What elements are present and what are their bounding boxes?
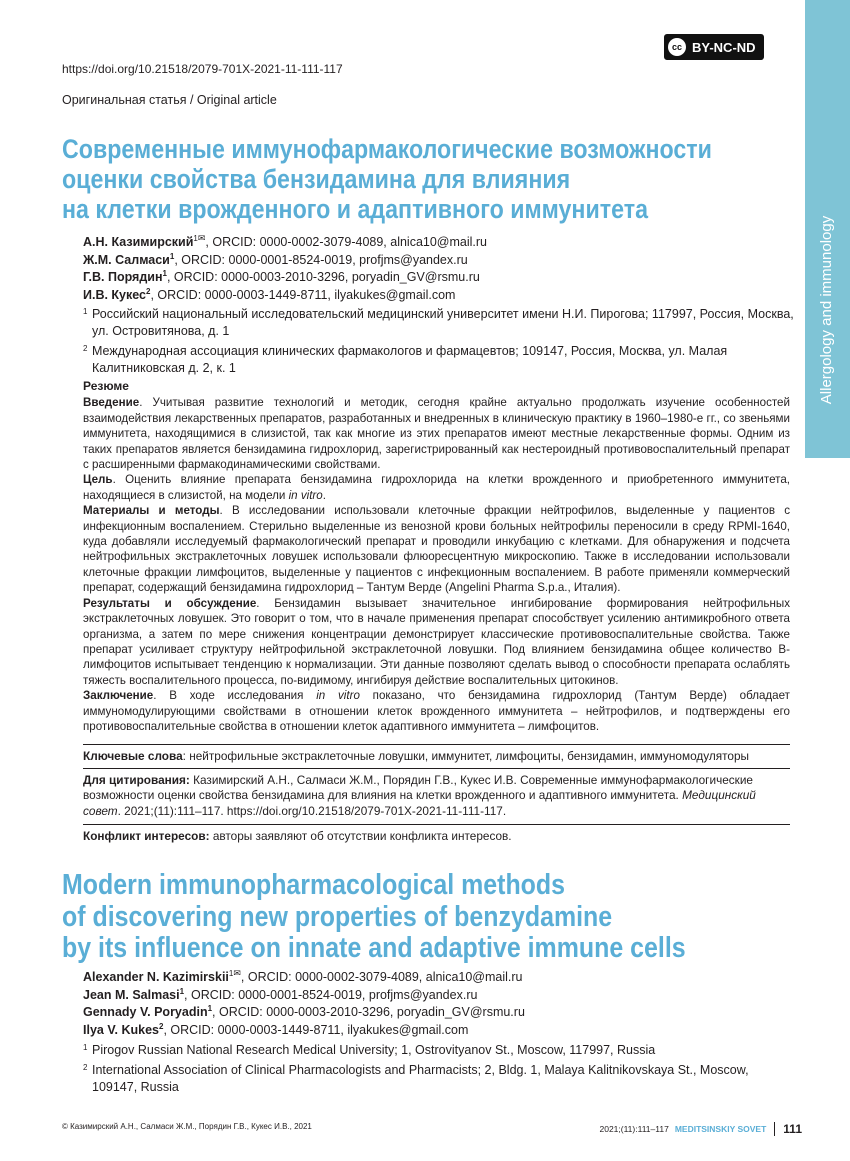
affiliations-ru	[83, 306, 794, 377]
authors-en	[83, 969, 788, 1039]
section-label: Введение	[83, 396, 140, 410]
affiliations-en	[83, 1042, 788, 1096]
author-affiliation-mark: 2	[158, 1021, 164, 1031]
affiliation-line: 109147, Russia	[92, 1080, 179, 1094]
abstract-methods	[83, 503, 790, 595]
author-row	[83, 287, 788, 305]
citation-journal: Медицинский совет	[83, 788, 756, 818]
author-name: Г.В. Порядин	[83, 270, 163, 284]
title-en	[62, 870, 698, 965]
citation-label: Для цитирования:	[83, 773, 190, 787]
page-footer	[599, 1122, 802, 1136]
author-affiliation-mark: 1	[169, 251, 175, 261]
abstract-heading: Резюме	[83, 379, 129, 393]
affiliation-line: ул. Островитянова, д. 1	[92, 324, 230, 338]
journal-name: MEDITSINSKIY SOVET	[674, 1124, 767, 1134]
title-en-line: Modern immunopharmacological methods	[62, 869, 566, 901]
title-en-line: by its influence on innate and adaptive immune cells	[62, 932, 686, 964]
title-ru-line: на клетки врожденного и адаптивного иммунитета	[62, 194, 649, 224]
copyright: © Казимирский А.Н., Салмаси Ж.М., Порядин Г.В., Кукес И.В., 2021	[62, 1122, 312, 1131]
author-row	[83, 987, 788, 1005]
abstract-conclusion	[83, 688, 790, 734]
author-details[interactable]: , ORCID: 0000-0002-3079-4089, alnica10@mail.ru	[240, 970, 523, 984]
divider	[83, 824, 790, 825]
affiliation-item: 1 Pirogov Russian National Research Medical University; 1, Ostrovityanov St., Moscow, 117997, Russia	[83, 1042, 788, 1059]
section-label: Allergology and immunology	[818, 215, 835, 405]
conflict-label: Конфликт интересов:	[83, 829, 210, 843]
author-name: Alexander N. Kazimirskii	[83, 970, 229, 984]
keywords-text: : нейтрофильные экстраклеточные ловушки, иммунитет, лимфоциты, бензидамин, иммуномодуляторы	[182, 749, 750, 763]
author-details[interactable]: , ORCID: 0000-0003-1449-8711, ilyakukes@gmail.com	[163, 1022, 469, 1037]
mail-icon[interactable]: ✉	[233, 967, 241, 978]
section-label: Цель	[83, 473, 113, 487]
author-name: Gennady V. Poryadin	[83, 1005, 208, 1019]
author-name: А.Н. Казимирский	[83, 235, 194, 249]
author-name: Jean M. Salmasi	[83, 987, 180, 1002]
author-affiliation-mark: 1	[179, 986, 185, 996]
author-row	[83, 1022, 788, 1040]
conflict-of-interest	[83, 829, 790, 844]
section-text: показано, что бензидамина гидрохлорид (Тантум Верде) обладает иммуномодулирующими свойствами в отношении клеток врожденного иммунитета – нейтрофилов, и подтверждены его противовоспалительные свойства в отношении клеток адаптивного иммунитета – лимфоцитов.	[83, 689, 790, 733]
author-affiliation-mark: 1	[193, 233, 198, 243]
section-label: Результаты и обсуждение	[83, 596, 257, 610]
author-affiliation-mark: 1	[207, 1003, 213, 1013]
section-text: . Учитывая развитие технологий и методик, сегодня крайне актуально продолжать изучение особенностей взаимодействия лекарственных препаратов, разработанных и внедренных в клиническую практику в 1960–1980-е гг., со звеньями иммунитета, находящимися в слизистой, так как многие из этих препаратов имеют местные лекарственные формы. Одним из таких препаратов является бензидамина гидрохлорид, зарегистрированный как нестероидный противовоспалительный препарат с расширенными фармакодинамическими свойствами.	[83, 396, 790, 472]
title-ru-line: оценки свойства бензидамина для влияния	[62, 164, 571, 194]
author-details[interactable]: , ORCID: 0000-0003-2010-3296, poryadin_GV@rsmu.ru	[166, 270, 480, 284]
issue-info: 2021;(11):111–117	[599, 1124, 669, 1134]
section-text: . Бензидамин вызывает значительное ингибирование формирования нейтрофильных экстраклеточных ловушек. Это говорит о том, что в начале применения препарат способствует усилению антимикробного ответа организма, а затем по мере снижения концентрации демонстрирует классические противовоспалительные свойства. Также препарат усиливает структуру нейтрофильной экстраклеточной ловушки. Под влиянием бензидамина общее количество В-лимфоцитов испытывает тенденцию к нормализации. Эти данные позволяют сделать вывод о способности препарата ослаблять тяжесть воспалительного процесса, по-видимому, ингибируя действие воспалительных цитокинов.	[83, 596, 791, 687]
section-label: Материалы и методы	[83, 504, 220, 518]
author-row	[83, 252, 788, 270]
doi-link[interactable]: https://doi.org/10.21518/2079-701X-2021-11-111-117	[62, 62, 343, 76]
author-details[interactable]: , ORCID: 0000-0001-8524-0019, profjms@yandex.ru	[184, 987, 478, 1002]
footer-divider	[774, 1122, 775, 1136]
section-italic: in vitro	[316, 689, 360, 703]
divider	[83, 744, 790, 745]
author-row	[83, 234, 788, 252]
authors-ru	[83, 234, 788, 304]
affiliation-line: Российский национальный исследовательский медицинский университет имени Н.И. Пирогова; 117997, Россия, Москва,	[92, 307, 794, 321]
article-type: Оригинальная статья / Original article	[62, 93, 277, 107]
author-details[interactable]: , ORCID: 0000-0003-2010-3296, poryadin_GV@rsmu.ru	[212, 1005, 525, 1019]
license-text: BY-NC-ND	[692, 39, 756, 55]
section-text: . Оценить влияние препарата бензидамина гидрохлорида на клетки врожденного и приобретенного иммунитета, находящиеся в слизистой, на модели	[83, 473, 790, 502]
keywords-label: Ключевые слова	[83, 749, 183, 763]
abstract-aim	[83, 472, 790, 503]
abstract-results	[83, 596, 790, 688]
affiliation-item: 1 Российский национальный исследовательский медицинский университет имени Н.И. Пирогова; 117997, Россия, Москва, ул. Островитянова, д. 1	[83, 307, 794, 338]
affiliation-item: 2 Международная ассоциация клинических фармакологов и фармацевтов; 109147, Россия, Москва, ул. Малая Калитниковская д. 2, к. 1	[83, 343, 788, 377]
affiliation-line: Международная ассоциация клинических фармакологов и фармацевтов; 109147, Россия, Москва, ул. Малая	[92, 344, 728, 358]
affiliation-line: Pirogov Russian National Research Medical University; 1, Ostrovityanov St., Moscow, 117997, Russia	[92, 1043, 656, 1057]
author-row	[83, 969, 788, 987]
abstract	[83, 379, 790, 734]
keywords	[83, 749, 790, 764]
author-name: Ilya V. Kukes	[83, 1022, 159, 1037]
title-ru	[62, 134, 712, 224]
section-text: .	[322, 488, 326, 502]
affiliation-item: 2 International Association of Clinical Pharmacologists and Pharmacists; 2, Bldg. 1, Malaya Kalitnikovskaya St., Moscow, 109147, Russia	[83, 1062, 788, 1096]
author-row	[83, 1004, 788, 1022]
author-name: Ж.М. Салмаси	[83, 252, 170, 267]
author-row	[83, 269, 788, 287]
title-en-line: of discovering new properties of benzydamine	[62, 900, 613, 933]
section-italic: in vitro	[288, 488, 323, 502]
section-text: . В исследовании использовали клеточные фракции нейтрофилов, выделенные у пациентов с инфекционным воспалением. Стерильно выделенные из венозной крови больных нейтрофилы переносили в среду RPMI-1640, куда добавляли исследуемый фармакологический препарат и проводили инкубацию с клетками. Для обнаружения и подсчета нейтрофильных экстраклеточных ловушек использовали флюоресцентную микроскопию. Также в исследовании использовали клеточные фракции лимфоцитов, выделенные у пациентов с инфекционным воспалением. В работе применяли коммерческий препарат, содержащий бензидамина гидрохлорид – Тантум Верде (Angelini Pharma S.p.a., Италия).	[83, 504, 791, 595]
mail-icon[interactable]: ✉	[197, 232, 206, 243]
creative-commons-icon: cc	[668, 38, 686, 56]
section-text: . В ходе исследования	[153, 689, 317, 703]
divider	[83, 768, 790, 769]
author-details[interactable]: , ORCID: 0000-0001-8524-0019, profjms@yandex.ru	[174, 252, 468, 267]
author-name: И.В. Кукес	[83, 287, 147, 302]
citation-text[interactable]: . 2021;(11):111–117. https://doi.org/10.21518/2079-701X-2021-11-111-117.	[117, 803, 507, 818]
page-number: 111	[783, 1122, 802, 1136]
author-details[interactable]: , ORCID: 0000-0002-3079-4089, alnica10@mail.ru	[205, 235, 487, 249]
abstract-intro	[83, 395, 790, 472]
license-badge[interactable]	[664, 34, 764, 60]
citation-text: Казимирский А.Н., Салмаси Ж.М., Порядин Г.В., Кукес И.В. Современные иммунофармакологические возможности оценки свойства бензидамина для влияния на клетки врожденного и адаптивного иммунитета.	[83, 773, 753, 803]
citation	[83, 773, 790, 819]
author-affiliation-mark: 1	[162, 268, 167, 278]
conflict-text: авторы заявляют об отсутствии конфликта интересов.	[209, 829, 512, 843]
affiliation-line: Калитниковская д. 2, к. 1	[92, 361, 236, 375]
affiliation-line: International Association of Clinical Pharmacologists and Pharmacists; 2, Bldg. 1, Malaya Kalitnikovskaya St., Moscow,	[92, 1063, 749, 1077]
title-ru-line: Современные иммунофармакологические возможности	[62, 134, 712, 164]
author-affiliation-mark: 2	[146, 286, 151, 296]
author-affiliation-mark: 1	[228, 968, 234, 978]
author-details[interactable]: , ORCID: 0000-0003-1449-8711, ilyakukes@gmail.com	[150, 287, 456, 302]
section-label: Заключение	[83, 689, 154, 703]
